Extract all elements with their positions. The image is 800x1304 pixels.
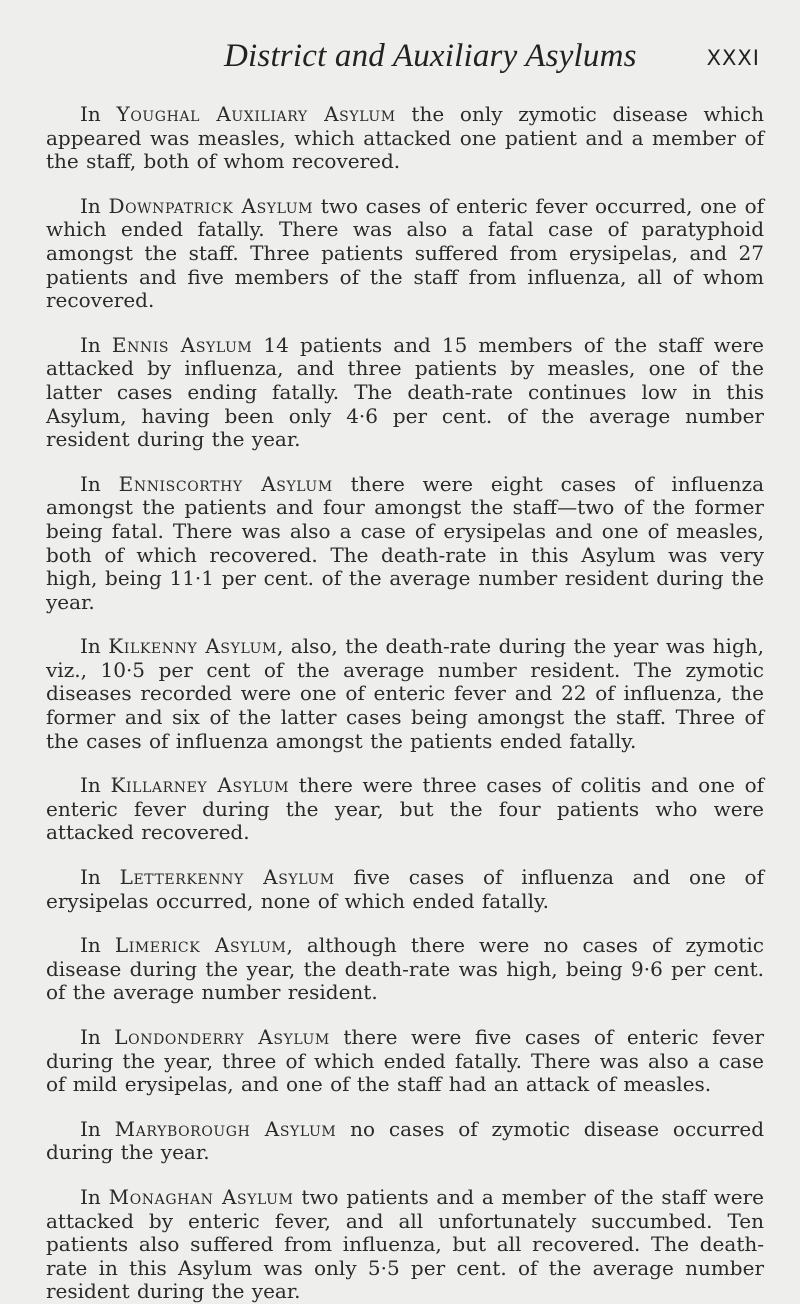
paragraph-lead: In [80, 102, 117, 126]
paragraph-text: 14 patients and 15 members of the staff were attacked by influenza, and three patients by measles, one of the latter cases ending fatally. The death-rate continues low in this Asylum, having been only 4·6 per cent. of the average number resident during the year. [46, 332, 764, 452]
paragraph-text: , also, the death-rate during the year was high, viz., 10·5 per cent of the average number resident. The zymotic diseases recorded were one of enteric fever and 22 of influenza, the former and six of the latter cases being amongst the staff. Three of the cases of influenza amongst the patients ended fatally. [46, 634, 764, 753]
running-head-title: District and Auxiliary Asylums [224, 38, 637, 74]
paragraph-text: the only zymotic disease which appeared was measles, which attacked one patient and a member of the staff, both of whom recovered. [46, 102, 765, 174]
asylum-name: Monaghan Asylum [108, 1184, 294, 1209]
paragraph-monaghan [46, 1186, 764, 1304]
paragraph-enniscorthy [46, 473, 764, 615]
running-head [0, 38, 760, 78]
paragraph-londonderry [46, 1026, 764, 1097]
paragraph-lead: In [80, 933, 115, 958]
paragraph-text: five cases of influenza and one of erysipelas occurred, none of which ended fatally. [46, 865, 765, 913]
asylum-name: Kilkenny Asylum [108, 634, 277, 659]
paragraph-text: no cases of zymotic disease occurred during the year. [46, 1116, 765, 1165]
asylum-name: Limerick Asylum [114, 933, 287, 958]
paragraph-maryborough [46, 1118, 764, 1165]
asylum-name: Maryborough Asylum [114, 1116, 337, 1141]
paragraph-lead: In [80, 1025, 115, 1049]
paragraph-text: there were five cases of enteric fever during the year, three of which ended fatally. There was also a case of mild erysipelas, and one of the staff had an attack of measles. [46, 1025, 765, 1097]
asylum-name: Londonderry Asylum [114, 1025, 330, 1049]
paragraph-text: there were eight cases of influenza amongst the patients and four amongst the staff—two of the former being fatal. There was also a case of erysipelas and one of measles, both of which recovered. The death-rate in this Asylum was very high, being 11·1 per cent. of the average number resident during the year. [46, 471, 765, 614]
paragraph-youghal [46, 103, 764, 174]
asylum-name: Youghal Auxiliary Asylum [116, 102, 396, 126]
paragraph-text: there were three cases of colitis and one of enteric fever during the year, but the four patients who were attacked recovered. [46, 773, 765, 845]
paragraph-lead: In [80, 634, 109, 659]
page-number: XXXI [706, 46, 760, 70]
body-text [46, 103, 764, 1304]
paragraph-lead: In [80, 471, 119, 496]
paragraph-lead: In [80, 193, 109, 218]
paragraph-text: , although there were no cases of zymotic disease during the year, the death-rate was high, being 9·6 per cent. of the average number resident. [46, 933, 764, 1005]
paragraph-lead: In [80, 1184, 109, 1209]
paragraph-lead: In [80, 332, 112, 357]
paragraph-letterkenny [46, 866, 764, 913]
paragraph-ennis [46, 334, 764, 452]
asylum-name: Ennis Asylum [111, 332, 253, 357]
paragraph-text: two cases of enteric fever occurred, one of which ended fatally. There was also a fatal case of paratyphoid amongst the staff. Three patients suffered from erysipelas, and 27 patients and five members of the staff from influenza, all of whom recovered. [46, 193, 765, 313]
paragraph-kilkenny [46, 635, 764, 753]
asylum-name: Enniscorthy Asylum [118, 471, 333, 496]
asylum-name: Downpatrick Asylum [108, 193, 314, 218]
paragraph-lead: In [80, 1116, 115, 1141]
asylum-name: Killarney Asylum [110, 773, 290, 798]
paragraph-lead: In [80, 865, 120, 890]
asylum-name: Letterkenny Asylum [119, 865, 335, 890]
paragraph-killarney [46, 774, 764, 845]
paragraph-lead: In [80, 773, 111, 798]
paragraph-downpatrick [46, 195, 764, 313]
paragraph-text: two patients and a member of the staff were attacked by enteric fever, and all unfortunately succumbed. Ten patients also suffered from influenza, but all recovered. The death-rate in this Asylum was only 5·5 per cent. of the average number resident during the year. [46, 1184, 765, 1304]
paragraph-limerick [46, 934, 764, 1005]
